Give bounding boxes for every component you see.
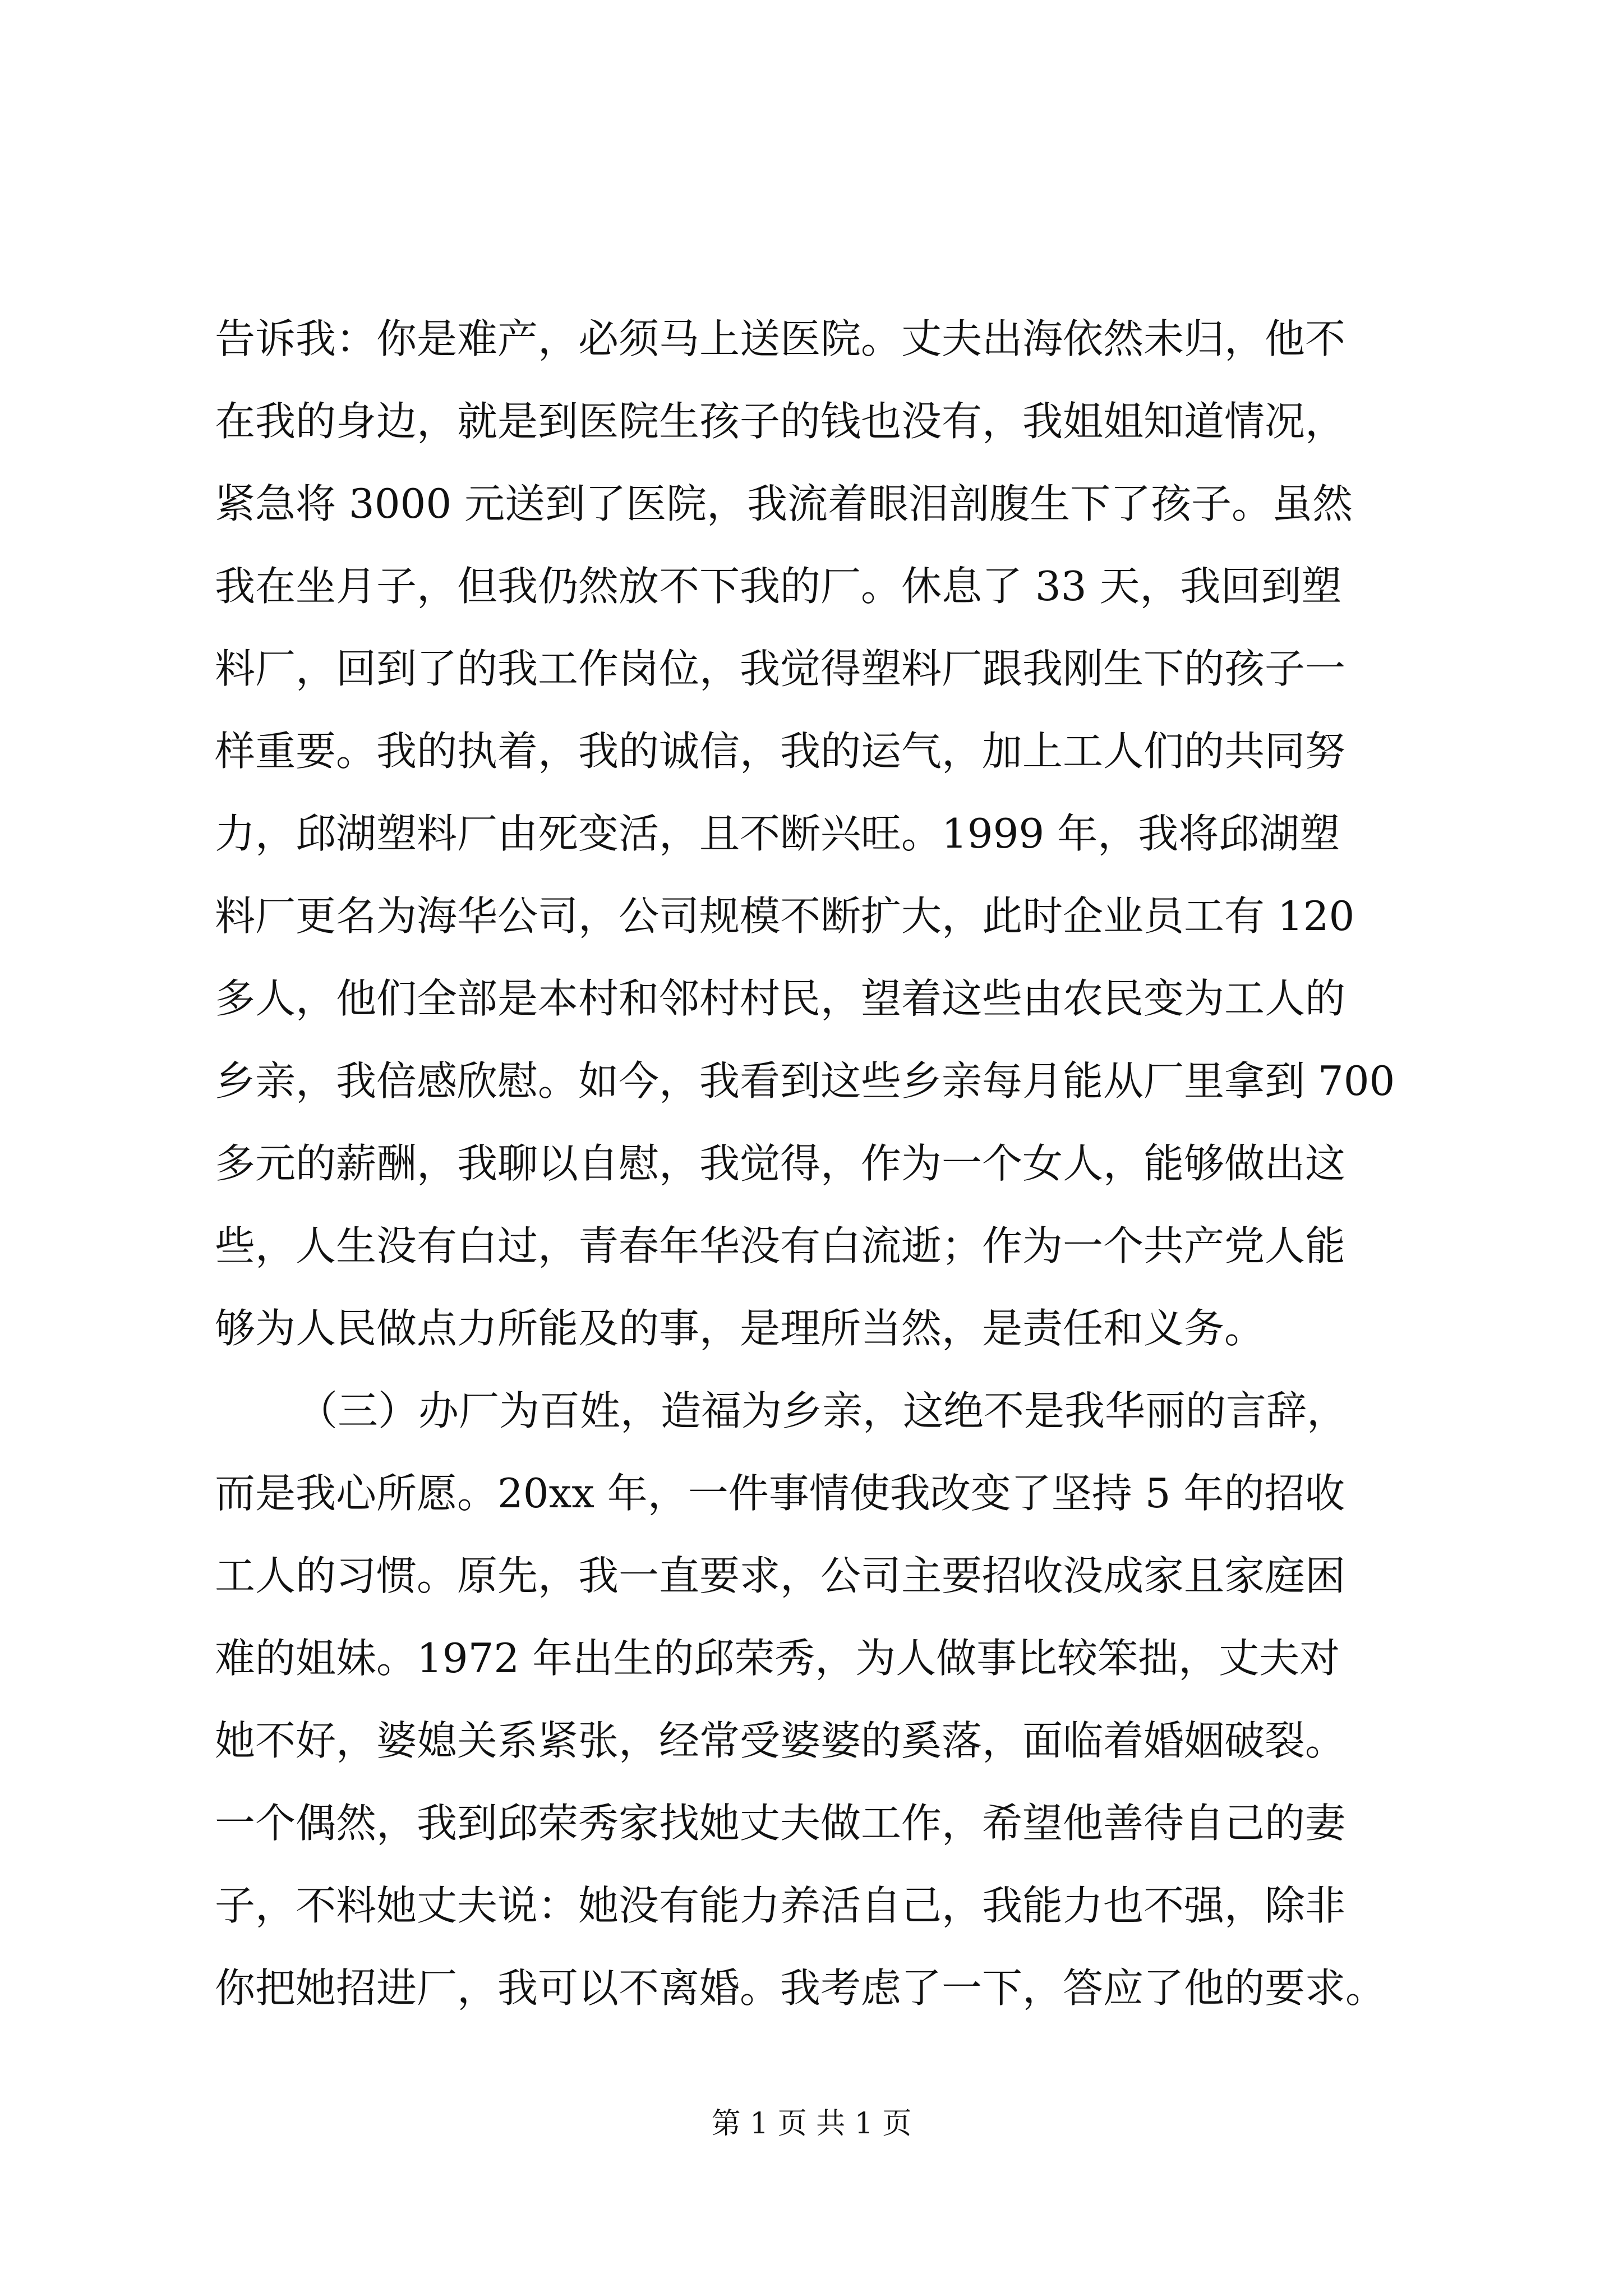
text-line: 而是我心所愿。20xx 年，一件事情使我改变了坚持 5 年的招收	[215, 1470, 1345, 1517]
text-line: 难的姐妹。1972 年出生的邱荣秀，为人做事比较笨拙，丈夫对	[215, 1635, 1340, 1682]
text-line: 在我的身边，就是到医院生孩子的钱也没有，我姐姐知道情况，	[215, 398, 1346, 445]
text-line: 紧急将 3000 元送到了医院，我流着眼泪剖腹生下了孩子。虽然	[215, 480, 1353, 527]
text-line: 工人的习惯。原先，我一直要求，公司主要招收没成家且家庭困	[215, 1552, 1346, 1599]
text-line: 样重要。我的执着，我的诚信，我的运气，加上工人们的共同努	[215, 728, 1346, 775]
page-footer: 第 1 页 共 1 页	[711, 2107, 912, 2141]
text-line: 告诉我：你是难产，必须马上送医院。丈夫出海依然未归，他不	[215, 315, 1346, 362]
text-line: 一个偶然，我到邱荣秀家找她丈夫做工作，希望他善待自己的妻	[215, 1800, 1346, 1847]
text-line: 子，不料她丈夫说：她没有能力养活自己，我能力也不强，除非	[215, 1882, 1346, 1929]
text-line: 我在坐月子，但我仍然放不下我的厂。休息了 33 天，我回到塑	[215, 563, 1342, 610]
text-line: 多元的薪酬，我聊以自慰，我觉得，作为一个女人，能够做出这	[215, 1140, 1346, 1187]
text-line: 多人，他们全部是本村和邻村村民，望着这些由农民变为工人的	[215, 975, 1346, 1022]
text-line: 料厂，回到了的我工作岗位，我觉得塑料厂跟我刚生下的孩子一	[215, 645, 1346, 692]
text-line: 些，人生没有白过，青春年华没有白流逝；作为一个共产党人能	[215, 1222, 1346, 1269]
text-line: 乡亲，我倍感欣慰。如今，我看到这些乡亲每月能从厂里拿到 700	[215, 1057, 1395, 1105]
text-line: 够为人民做点力所能及的事，是理所当然，是责任和义务。	[215, 1305, 1265, 1352]
text-line: 力，邱湖塑料厂由死变活，且不断兴旺。1999 年，我将邱湖塑	[215, 810, 1340, 857]
paragraph-first-line: （三）办厂为百姓，造福为乡亲，这绝不是我华丽的言辞，	[297, 1387, 1348, 1434]
text-line: 料厂更名为海华公司，公司规模不断扩大，此时企业员工有 120	[215, 892, 1355, 940]
text-line: 你把她招进厂，我可以不离婚。我考虑了一下，答应了他的要求。	[215, 1964, 1386, 2012]
text-line: 她不好，婆媳关系紧张，经常受婆婆的奚落，面临着婚姻破裂。	[215, 1717, 1346, 1764]
